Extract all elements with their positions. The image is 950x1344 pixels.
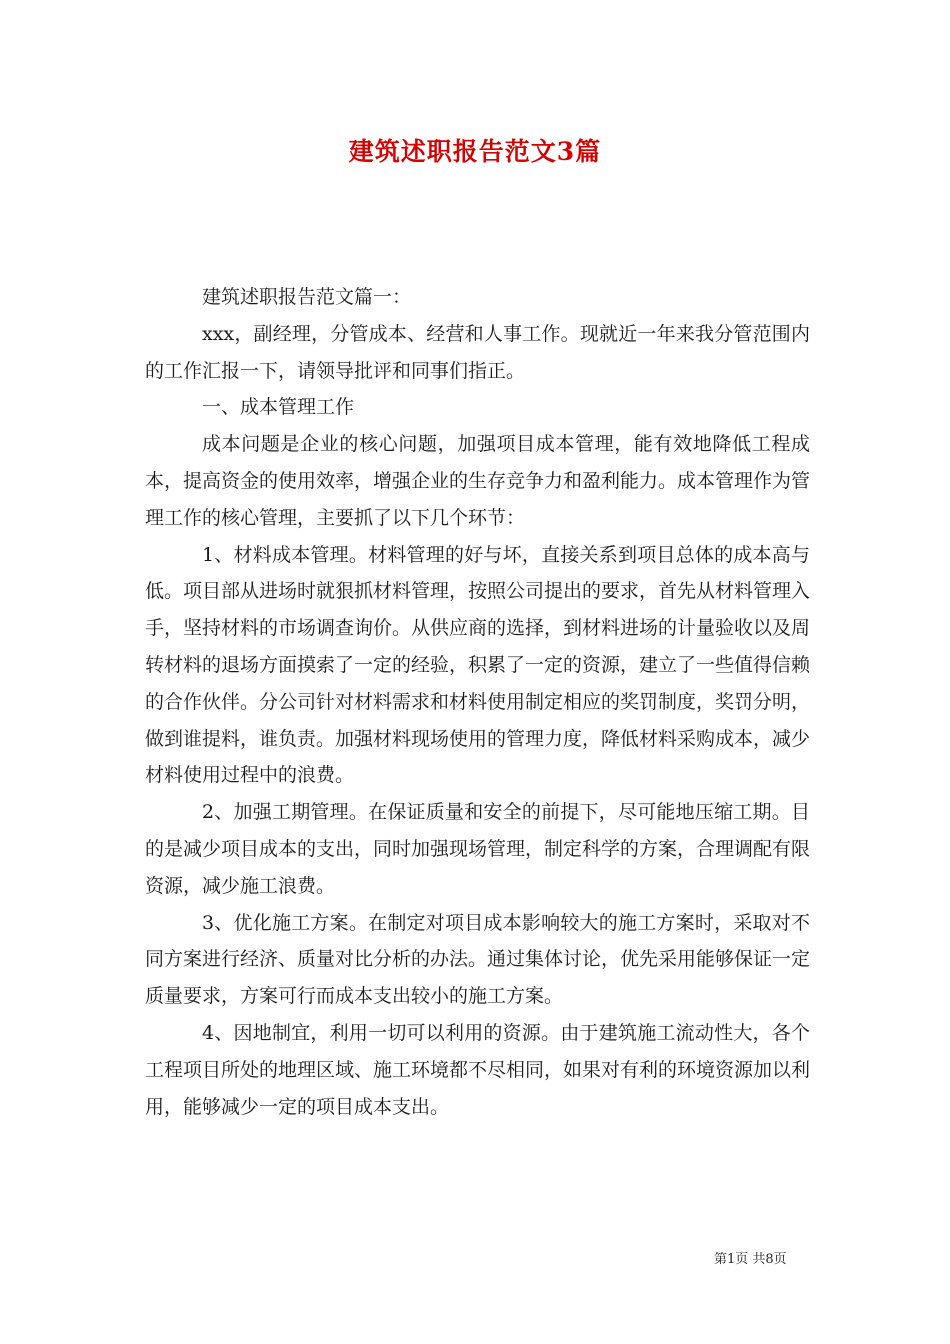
body-paragraph: 3、优化施工方案。在制定对项目成本影响较大的施工方案时，采取对不同方案进行经济、质量对比分析的办法。通过集体讨论，优先采用能够保证一定质量要求，方案可行而成本支出较小的施工方案。 [145, 911, 811, 1008]
body-paragraph: 4、因地制宜，利用一切可以利用的资源。由于建筑施工流动性大，各个工程项目所处的地理区域、施工环境都不尽相同，如果对有利的环境资源加以利用，能够减少一定的项目成本支出。 [145, 1021, 811, 1118]
body-paragraph: 2、加强工期管理。在保证质量和安全的前提下，尽可能地压缩工期。目的是减少项目成本的支出，同时加强现场管理，制定科学的方案，合理调配有限资源，减少施工浪费。 [145, 801, 811, 897]
body-paragraph: 成本问题是企业的核心问题，加强项目成本管理，能有效地降低工程成本，提高资金的使用效率，增强企业的生存竞争力和盈利能力。成本管理作为管理工作的核心管理，主要抓了以下几个环节： [145, 433, 811, 529]
section-heading: 建筑述职报告范文篇一： [202, 286, 412, 308]
subsection-heading: 一、成本管理工作 [202, 396, 355, 419]
document-body [145, 279, 810, 1125]
document-title: 建筑述职报告范文3篇 [348, 137, 602, 166]
body-paragraph: 1、材料成本管理。材料管理的好与坏，直接关系到项目总体的成本高与低。项目部从进场时就狠抓材料管理，按照公司提出的要求，首先从材料管理入手，坚持材料的市场调查询价。从供应商的选择，到材料进场的计量验收以及周转材料的退场方面摸索了一定的经验，积累了一定的资源，建立了一些值得信赖的合作伙伴。分公司针对材料需求和材料使用制定相应的奖罚制度，奖罚分明，做到谁提料，谁负责。加强材料现场使用的管理力度，降低材料采购成本，减少材料使用过程中的浪费。 [145, 543, 811, 787]
page-number: 第1页 共8页 [714, 1252, 787, 1267]
intro-paragraph: xxx，副经理，分管成本、经营和人事工作。现就近一年来我分管范围内的工作汇报一下，请领导批评和同事们指正。 [145, 322, 810, 382]
